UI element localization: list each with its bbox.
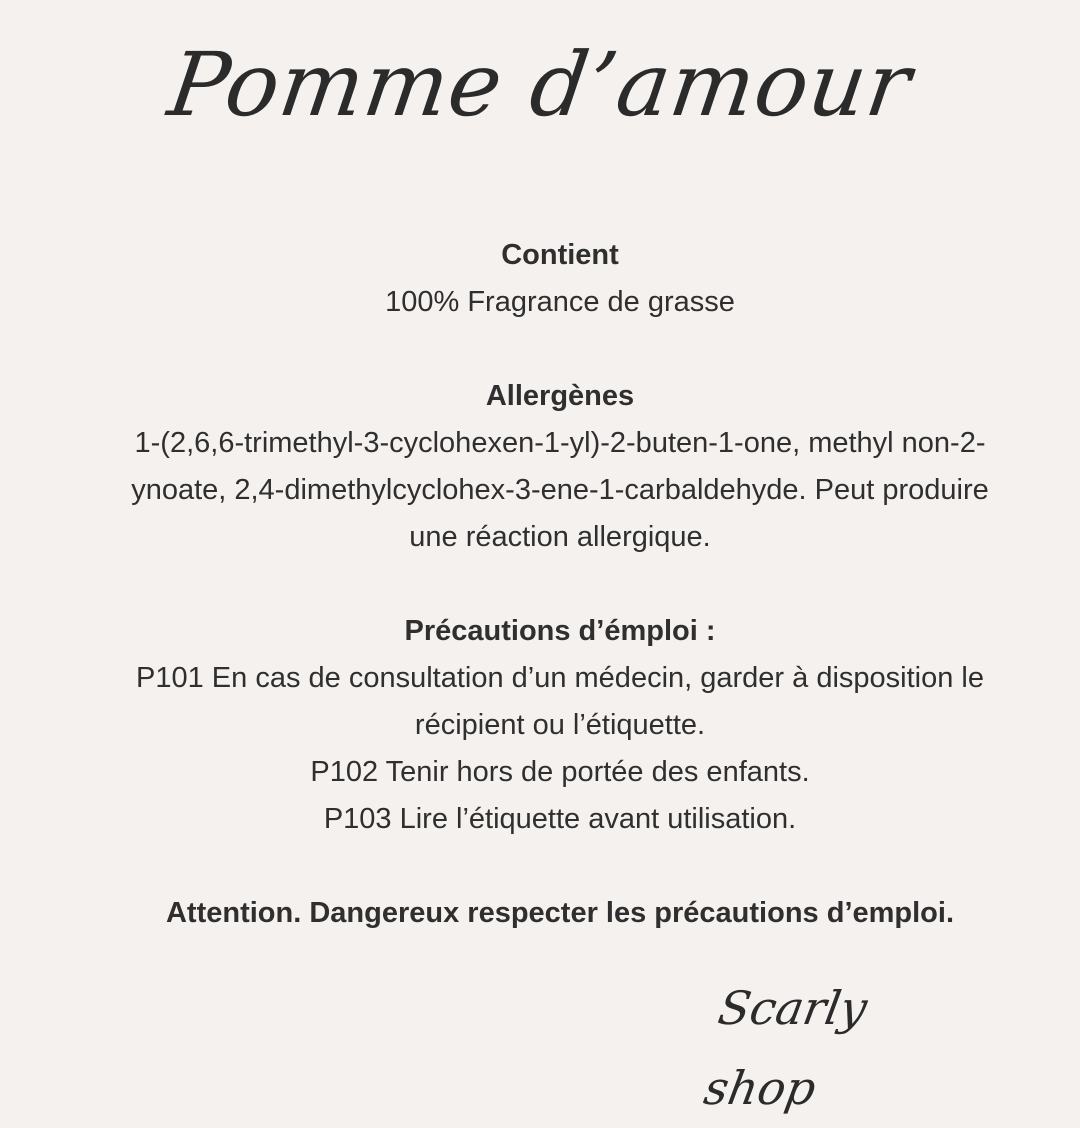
warning-statement: Attention. Dangereux respecter les précautions d’emploi. <box>165 897 955 929</box>
section-contient <box>40 232 1080 326</box>
precaution-line: P103 Lire l’étiquette avant utilisation. <box>323 803 797 835</box>
section-allergenes <box>40 373 1080 561</box>
precaution-line: récipient ou l’étiquette. <box>414 709 706 741</box>
label-content <box>40 232 1080 937</box>
allergenes-line: ynoate, 2,4-dimethylcyclohex-3-ene-1-carbaldehyde. Peut produire <box>131 474 989 506</box>
section-heading-contient: Contient <box>501 239 619 271</box>
product-title: Pomme d’amour <box>162 33 918 136</box>
allergenes-line: 1-(2,6,6-trimethyl-3-cyclohexen-1-yl)-2-buten-1-one, methyl non-2- <box>134 427 986 459</box>
precaution-line: P101 En cas de consultation d’un médecin, garder à disposition le <box>136 662 984 694</box>
section-precautions <box>40 608 1080 843</box>
contient-line: 100% Fragrance de grasse <box>385 286 735 318</box>
precaution-line: P102 Tenir hors de portée des enfants. <box>310 756 810 788</box>
section-heading-allergenes: Allergènes <box>485 380 635 412</box>
allergenes-line: une réaction allergique. <box>409 521 711 553</box>
shop-signature: Scarly shop <box>700 981 872 1115</box>
section-heading-precautions: Précautions d’émploi : <box>404 615 716 647</box>
